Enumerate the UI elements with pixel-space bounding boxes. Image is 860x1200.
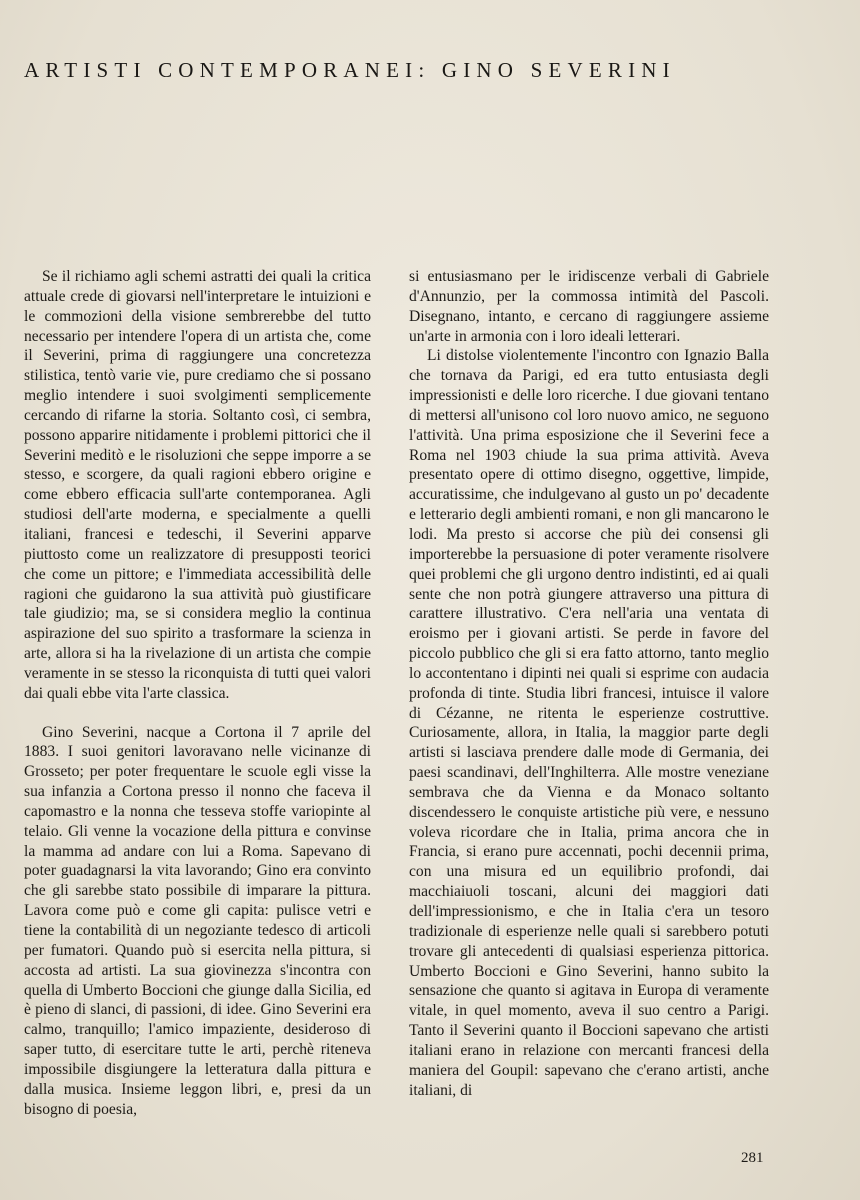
page-number: 281 <box>741 1150 764 1166</box>
running-title: ARTISTI CONTEMPORANEI: GINO SEVERINI <box>24 58 676 82</box>
left-paragraph-2: Gino Severini, nacque a Cortona il 7 aprile del 1883. I suoi genitori lavoravano nelle vicinanze di Grosseto; per poter frequentare le scuole egli visse la sua infanzia a Cortona presso il nonno che faceva il capomastro e la nonna che tesseva stoffe variopinte al telaio. Gli venne la vocazione della pittura e convinse la mamma ad andare con lui a Roma. Sapevano di poter guadagnarsi la vita lavorando; Gino era convinto che gli sarebbe stato possibile di imparare la pittura. Lavora come può e come gli capita: pulisce vetri e tiene la contabilità di un negoziante tedesco di articoli per fumatori. Quando può si esercita nella pittura, si accosta ad artisti. La sua giovinezza s'incontra con quella di Umberto Boccioni che giunge dalla Sicilia, ed è pieno di slanci, di passioni, di idee. Gino Severini era calmo, tranquillo; l'amico impaziente, desideroso di saper tutto, di esercitare tutte le arti, perchè riteneva impossibile disgiungere la letteratura dalla pittura e dalla musica. Insieme leggon libri, e, presi da un bisogno di poesia, <box>24 723 371 1118</box>
right-column <box>409 267 769 1100</box>
right-paragraph-2: Li distolse violentemente l'incontro con Ignazio Balla che tornava da Parigi, ed era tutto entusiasta degli impressionisti e delle loro ricerche. I due giovani tentano di mettersi all'unisono col loro nuovo amico, ne seguono l'attività. Una prima esposizione che il Severini fece a Roma nel 1903 chiude la sua prima attività. Aveva presentato opere di ottimo disegno, oggettive, limpide, accuratissime, che indulgevano al gusto un po' decadente e letterario degli ambienti romani, e non gli mancarono le lodi. Ma presto si accorse che più dei consensi gli importerebbe la persuasione di poter veramente risolvere quei problemi che gli urgono dentro indistinti, ed ai quali sente che non potrà giungere attraverso una pittura di carattere illustrativo. C'era nell'aria una ventata di eroismo per i giovani artisti. Se perde in favore del piccolo pubblico che gli si era fatto attorno, tanto meglio lo accontentano i dipinti nei quali si esprime con audacia profonda di tinte. Studia libri francesi, intuisce il valore di Cézanne, ne ritenta le esperienze costruttive. Curiosamente, allora, in Italia, la maggior parte degli artisti si lasciava prendere dalle mode di Germania, dei paesi scandinavi, dell'Inghilterra. Alle mostre veneziane sembrava che da Vienna e da Monaco soltanto discendessero le conquiste artistiche più vere, e nessuno voleva ricordare che in Italia, prima ancora che in Francia, si erano pure accennati, pochi decennii prima, con una misura ed un equilibrio profondi, dai macchiaiuoli toscani, alcuni dei maggiori dati dell'impressionismo, e che in Italia c'era un tesoro tradizionale di esperienze nelle quali si sarebbero potuti trovare gli antecedenti di qualsiasi esperienza pittorica. Umberto Boccioni e Gino Severini, hanno subito la sensazione che quanto si agitava in Europa di veramente vitale, in quel momento, aveva il suo centro a Parigi. Tanto il Severini quanto il Boccioni sapevano che artisti italiani erano in relazione con mercanti francesi della maniera del Goupil: sapevano che c'erano artisti, anche italiani, di <box>409 347 769 1099</box>
right-paragraph-1: si entusiasmano per le iridiscenze verbali di Gabriele d'Annunzio, per la commossa intimità del Pascoli. Disegnano, intanto, e cercano di raggiungere assieme un'arte in armonia con i loro ideali letterari. <box>409 268 769 345</box>
left-column <box>24 267 371 1119</box>
left-paragraph-1: Se il richiamo agli schemi astratti dei quali la critica attuale crede di giovarsi nell'interpretare le intuizioni e le commozioni della visione sembrerebbe del tutto necessario per intendere l'opera di un artista che, come il Severini, prima di raggiungere una concretezza stilistica, tentò varie vie, pure crediamo che si possano meglio intendere i suoi svolgimenti semplicemente cercando di rifarne la storia. Soltanto così, ci sembra, possono apparire nitidamente i problemi pittorici che il Severini meditò e le risoluzioni che seppe imporre a se stesso, e scorgere, da quali ragioni ebbero origine e come ebbero efficacia sull'arte contemporanea. Agli studiosi dell'arte moderna, e specialmente a quelli italiani, francesi e tedeschi, il Severini apparve piuttosto come un realizzatore di presupposti teorici che come un pittore; e l'immediata accessibilità delle ragioni che guidarono la sua attività può giustificare tale giudizio; ma, se si considera meglio la continua aspirazione del suo spirito a trasformare la scienza in arte, allora si ha la rivelazione di un artista che compie veramente in se stesso la riconquista di tutti quei valori dai quali ebbe vita l'arte classica. <box>24 268 371 702</box>
